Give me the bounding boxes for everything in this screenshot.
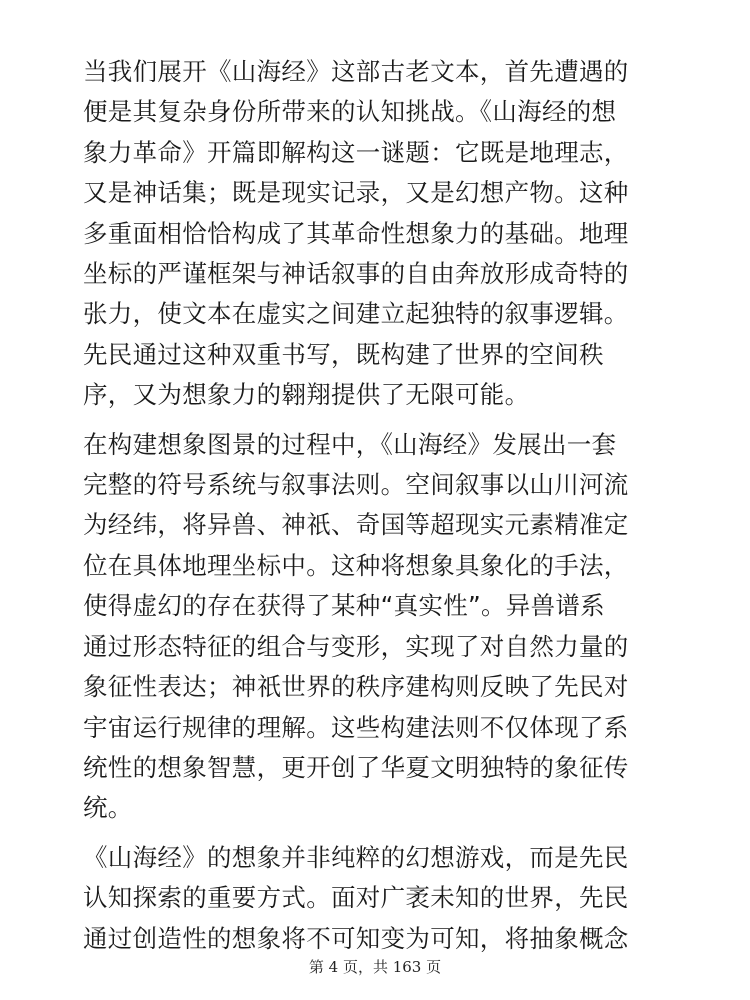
- text-line: 完整的符号系统与叙事法则。空间叙事以山川河流: [83, 470, 629, 500]
- text-line: 通过形态特征的组合与变形，实现了对自然力量的: [83, 631, 629, 661]
- paragraph-3: [83, 838, 673, 959]
- text-line: 认知探索的重要方式。面对广袤未知的世界，先民: [83, 883, 629, 913]
- text-line: 当我们展开《山海经》这部古老文本，首先遭遇的: [83, 57, 629, 86]
- text-line: 为经纬，将异兽、神祇、奇国等超现实元素精准定: [83, 510, 629, 540]
- text-line: 在构建想象图景的过程中，《山海经》发展出一套: [83, 429, 617, 459]
- text-line: 张力，使文本在虚实之间建立起独特的叙事逻辑。: [83, 299, 629, 329]
- text-line: 象力革命》开篇即解构这一谜题：它既是地理志，: [83, 137, 629, 167]
- text-line: 便是其复杂身份所带来的认知挑战。《山海经的想: [83, 97, 617, 127]
- paragraph-2: [83, 425, 673, 829]
- text-line: 先民通过这种双重书写，既构建了世界的空间秩: [83, 339, 604, 369]
- page-number: 第 4 页，共 163 页: [308, 958, 442, 976]
- body-text: [83, 52, 673, 968]
- text-line: 序，又为想象力的翱翔提供了无限可能。: [83, 380, 530, 410]
- text-line: 多重面相恰恰构成了其革命性想象力的基础。地理: [83, 218, 629, 248]
- text-line: 又是神话集；既是现实记录，又是幻想产物。这种: [83, 178, 629, 208]
- text-line: 使得虚幻的存在获得了某种“真实性”。异兽谱系: [83, 591, 605, 621]
- paragraph-1: [83, 52, 673, 416]
- text-line: 坐标的严谨框架与神话叙事的自由奔放形成奇特的: [83, 259, 629, 289]
- text-line: 统性的想象智慧，更开创了华夏文明独特的象征传: [83, 752, 629, 782]
- text-line: 位在具体地理坐标中。这种将想象具象化的手法，: [83, 550, 629, 580]
- text-line: 象征性表达；神祇世界的秩序建构则反映了先民对: [83, 672, 629, 702]
- text-line: 宇宙运行规律的理解。这些构建法则不仅体现了系: [83, 712, 629, 742]
- text-line: 《山海经》的想象并非纯粹的幻想游戏，而是先民: [83, 842, 629, 872]
- text-line: 统。: [83, 793, 133, 823]
- text-line: 通过创造性的想象将不可知变为可知，将抽象概念: [83, 923, 629, 953]
